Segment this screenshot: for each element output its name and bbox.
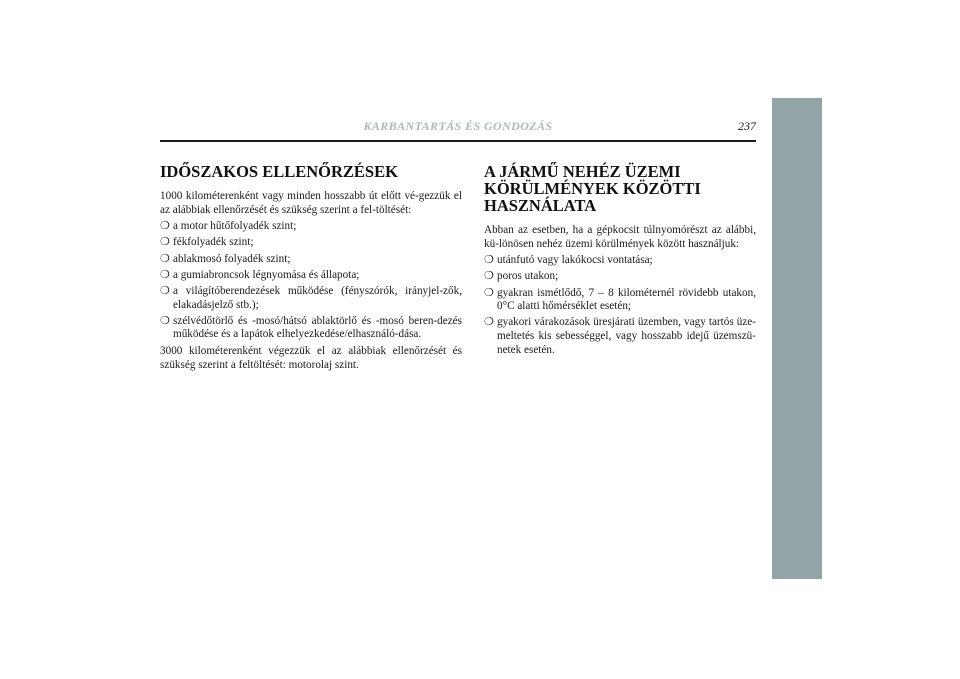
header-rule xyxy=(160,140,756,142)
circle-bullet-icon: ❍ xyxy=(484,286,494,299)
page-number: 237 xyxy=(738,119,756,133)
checklist xyxy=(160,220,462,342)
list-item: ❍ a gumiabroncsok légnyomása és állapota; xyxy=(160,268,360,281)
list-item: ❍ utánfutó vagy lakókocsi vontatása; xyxy=(484,254,653,267)
circle-bullet-icon: ❍ xyxy=(160,314,170,327)
circle-bullet-icon: ❍ xyxy=(484,254,494,267)
left-column xyxy=(160,163,462,372)
intro-paragraph: 1000 kilométerenként vagy minden hosszabb út előtt vé-gezzük el az alábbiak ellenőrzését és szükség szerint a fel-töltését: xyxy=(160,190,462,216)
list-item: ❍ gyakori várakozások üresjárati üzemben, vagy tartós üze-meltetés kis sebességgel, vagy hosszabb idejű üzemszü-netek esetén. xyxy=(484,316,756,356)
conditions-list xyxy=(484,254,756,357)
running-header xyxy=(160,119,756,137)
circle-bullet-icon: ❍ xyxy=(484,270,494,283)
list-item: ❍ gyakran ismétlődő, 7 – 8 kilométernél rövidebb utakon, 0°C alatti hőmérséklet esetén; xyxy=(484,286,756,313)
circle-bullet-icon: ❍ xyxy=(160,252,170,265)
chapter-side-tab xyxy=(772,98,822,579)
list-item: ❍ a világítóberendezések működése (fényszórók, irányjel-zők, elakadásjelző stb.); xyxy=(160,284,462,311)
circle-bullet-icon: ❍ xyxy=(160,236,170,249)
list-item: ❍ fékfolyadék szint; xyxy=(160,236,254,249)
circle-bullet-icon: ❍ xyxy=(160,284,170,297)
section-title: KARBANTARTÁS ÉS GONDOZÁS xyxy=(363,119,553,133)
list-item: ❍ ablakmosó folyadék szint; xyxy=(160,252,291,265)
right-column xyxy=(484,163,756,360)
list-item: ❍ a motor hűtőfolyadék szint; xyxy=(160,220,297,233)
heading-periodic-checks: IDŐSZAKOS ELLENŐRZÉSEK xyxy=(160,162,398,181)
outro-paragraph: 3000 kilométerenként végezzük el az alábbiak ellenőrzését és szükség szerint a feltöltését: motorolaj szint. xyxy=(160,344,462,371)
circle-bullet-icon: ❍ xyxy=(160,268,170,281)
list-item: ❍ szélvédőtörlő és -mosó/hátsó ablaktörlő és -mosó beren-dezés működése és a lapátok elhelyezkedése/elhasználó-dása. xyxy=(160,314,462,341)
circle-bullet-icon: ❍ xyxy=(484,316,494,329)
heading-heavy-duty-use: A JÁRMŰ NEHÉZ ÜZEMI KÖRÜLMÉNYEK KÖZÖTTI HASZNÁLATA xyxy=(484,162,701,215)
intro-paragraph: Abban az esetben, ha a gépkocsit túlnyomórészt az alábbi, kü-lönösen nehéz üzemi körülmények között használjuk: xyxy=(484,224,756,250)
list-item: ❍ poros utakon; xyxy=(484,270,559,283)
circle-bullet-icon: ❍ xyxy=(160,220,170,233)
